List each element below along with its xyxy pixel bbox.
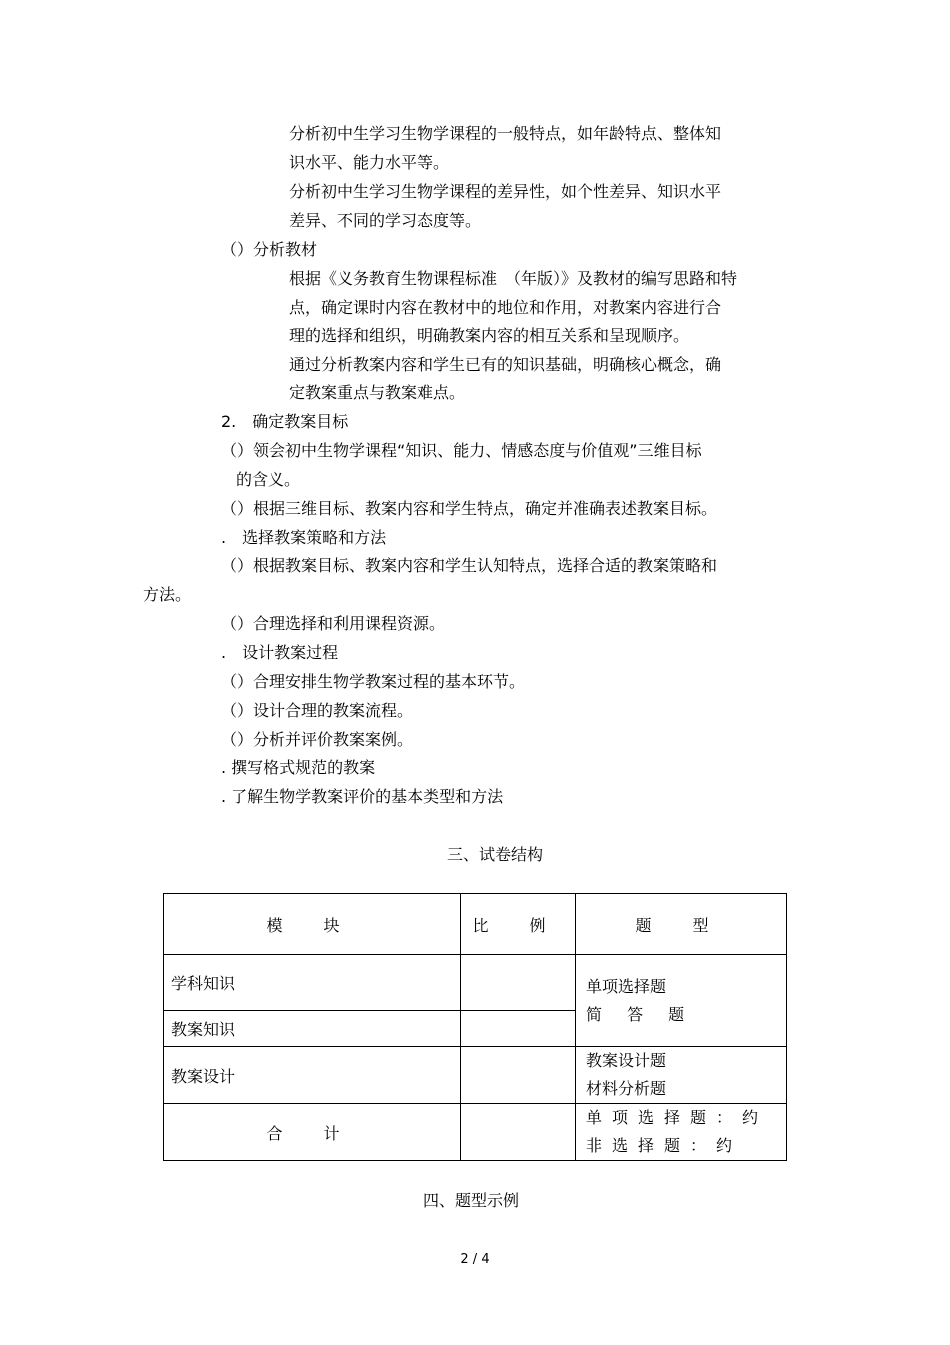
line-5: （）分析教材: [221, 240, 318, 259]
type-item: 材料分析题: [586, 1079, 667, 1098]
ratio-cell: [461, 1104, 576, 1161]
line-7: 点，确定课时内容在教材中的地位和作用，对教案内容进行合: [289, 298, 722, 317]
type-item: 非选择题：约: [586, 1136, 743, 1155]
line-2: 识水平、能力水平等。: [289, 153, 450, 172]
line-3: 分析初中生学习生物学课程的差异性，如个性差异、知识水平: [289, 182, 722, 201]
ratio-cell: [461, 1011, 576, 1047]
line-18: （）合理选择和利用课程资源。: [221, 614, 446, 633]
section4-title: 四、题型示例: [422, 1191, 519, 1210]
type-cell: [576, 955, 787, 1047]
ratio-cell: [461, 1047, 576, 1104]
line-21: （）设计合理的教案流程。: [221, 701, 414, 720]
section3-title: 三、试卷结构: [446, 845, 543, 864]
module-cell: 学科知识: [164, 955, 461, 1011]
line-14: （）根据三维目标、教案内容和学生特点，确定并准确表述教案目标。: [221, 499, 718, 518]
header-module: 模 块: [164, 894, 461, 955]
line-13: 的含义。: [236, 470, 301, 489]
line-23: . 撰写格式规范的教案: [221, 758, 376, 777]
table-row-total: [164, 1104, 787, 1161]
line-12: （）领会初中生物学课程“知识、能力、情感态度与价值观”三维目标: [221, 441, 702, 460]
header-ratio: 比 例: [461, 894, 576, 955]
line-20: （）合理安排生物学教案过程的基本环节。: [221, 672, 526, 691]
line-17: 方法。: [143, 585, 192, 604]
line-6: 根据《义务教育生物课程标准 （年版）》及教材的编写思路和特: [289, 269, 738, 288]
line-9: 通过分析教案内容和学生已有的知识基础，明确核心概念，确: [289, 355, 722, 374]
table-header-row: [164, 894, 787, 955]
module-cell: 教案设计: [164, 1047, 461, 1104]
line-11: 2. 确定教案目标: [221, 412, 349, 431]
ratio-cell: [461, 955, 576, 1011]
type-item: 简 答 题: [586, 1004, 695, 1024]
exam-structure-table: [163, 893, 787, 1161]
line-10: 定教案重点与教案难点。: [289, 383, 466, 402]
header-type: 题 型: [576, 894, 787, 955]
type-item: 教案设计题: [586, 1051, 667, 1070]
line-16: （）根据教案目标、教案内容和学生认知特点，选择合适的教案策略和: [221, 556, 718, 575]
table-row: [164, 1047, 787, 1104]
line-19: . 设计教案过程: [221, 643, 339, 662]
line-8: 理的选择和组织，明确教案内容的相互关系和呈现顺序。: [289, 326, 690, 345]
type-item: 单项选择题：约: [586, 1108, 769, 1127]
table-row: [164, 955, 787, 1011]
page-number: 2 / 4: [460, 1252, 490, 1267]
type-item: 单项选择题: [586, 976, 667, 996]
line-15: . 选择教案策略和方法: [221, 528, 387, 547]
type-cell: [576, 1047, 787, 1104]
module-cell: 教案知识: [164, 1011, 461, 1047]
line-22: （）分析并评价教案案例。: [221, 730, 414, 749]
line-4: 差异、不同的学习态度等。: [289, 211, 482, 230]
line-24: . 了解生物学教案评价的基本类型和方法: [221, 787, 504, 806]
line-1: 分析初中生学习生物学课程的一般特点，如年龄特点、整体知: [289, 124, 722, 143]
type-cell: [576, 1104, 787, 1161]
total-cell: 合 计: [164, 1104, 461, 1161]
